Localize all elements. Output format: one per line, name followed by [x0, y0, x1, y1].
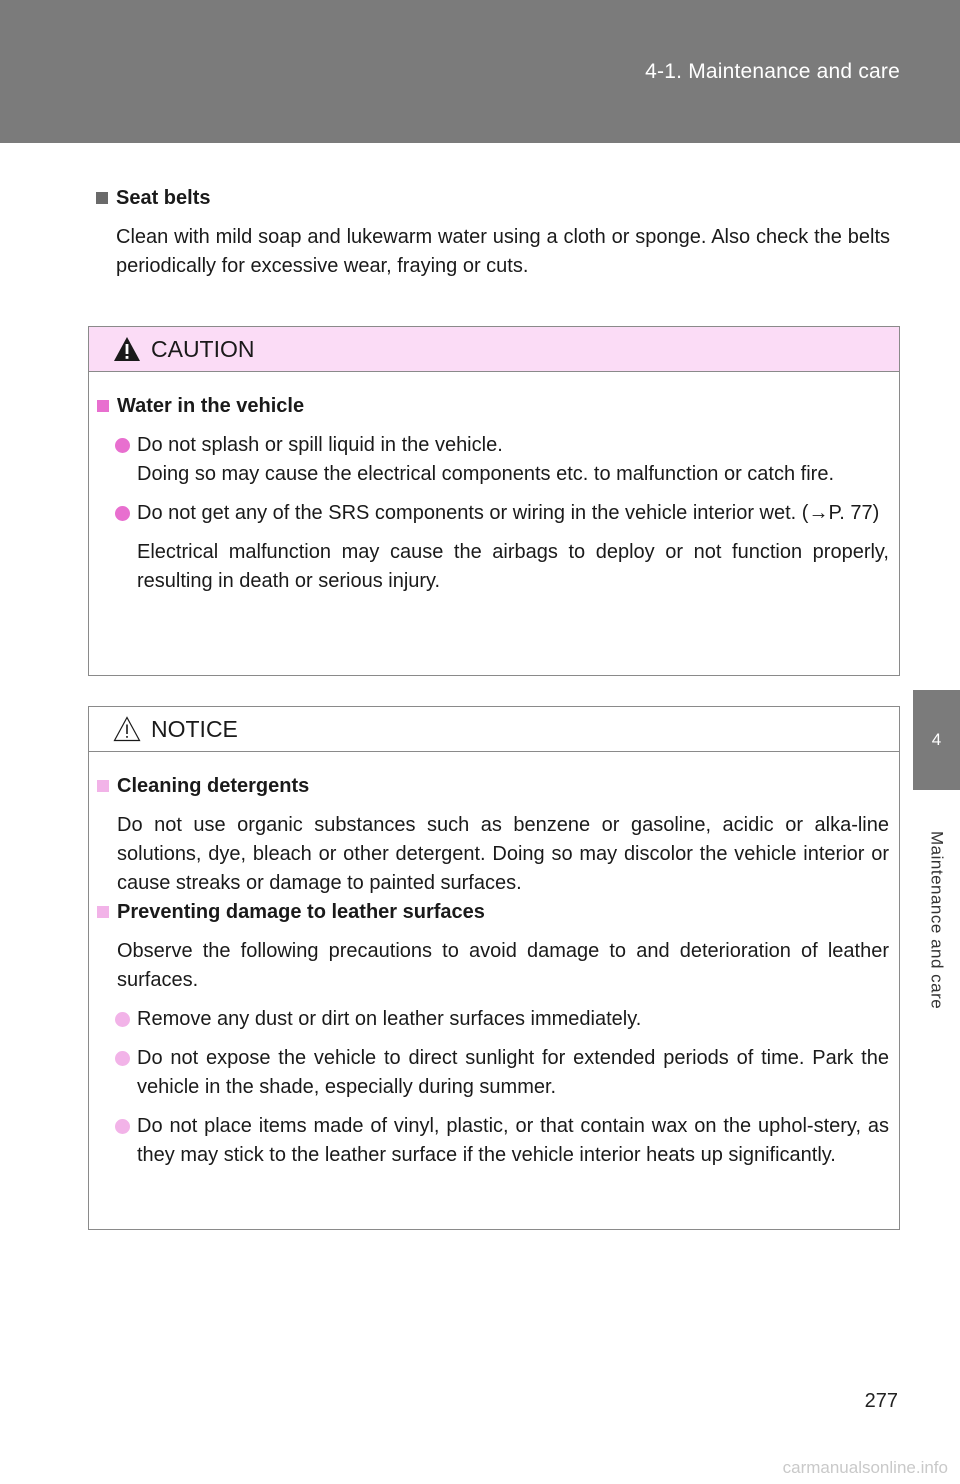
detergents-heading-text: Cleaning detergents [117, 775, 310, 797]
leather-body: Observe the following precautions to avoid damage to and deterioration of leather surfaces. [117, 940, 889, 991]
seat-belts-heading-text: Seat belts [116, 187, 211, 209]
seat-belts-section [96, 184, 890, 281]
header-bar [0, 0, 960, 143]
notice-label: NOTICE [151, 716, 238, 742]
leather-bullet-1-text: Remove any dust or dirt on leather surfaces immediately. [137, 1008, 642, 1030]
caution-bullet-2-text: Do not get any of the SRS components or wiring in the vehicle interior wet. (→P. 77) [137, 502, 880, 524]
square-bullet-icon [97, 906, 109, 918]
circle-bullet-icon [115, 506, 130, 521]
water-heading [97, 392, 889, 421]
warning-triangle-icon [113, 336, 141, 362]
leather-bullet-3-text: Do not place items made of vinyl, plastic, or that contain wax on the uphol-stery, as they may stick to the leather surface if the vehicle interior heats up significantly. [137, 1115, 889, 1166]
leather-bullet-1 [97, 1005, 889, 1034]
notice-header [89, 707, 899, 752]
caution-body [89, 372, 899, 616]
notice-body [89, 752, 899, 1190]
caution-label: CAUTION [151, 336, 255, 362]
caution-bullet-1 [97, 431, 889, 489]
caution-header [89, 327, 899, 372]
chapter-tab-number: 4 [913, 690, 960, 790]
square-bullet-icon [97, 780, 109, 792]
page-number: 277 [864, 1390, 898, 1412]
caution-bullet-1-text: Do not splash or spill liquid in the vehicle. [137, 434, 503, 456]
detergents-heading [97, 772, 889, 801]
water-heading-text: Water in the vehicle [117, 395, 305, 417]
leather-bullet-3 [97, 1112, 889, 1170]
leather-heading [97, 898, 889, 927]
circle-bullet-icon [115, 1119, 130, 1134]
circle-bullet-icon [115, 1012, 130, 1027]
caution-bullet-2-detail: Electrical malfunction may cause the airbags to deploy or not function properly, resulting in death or serious injury. [137, 541, 889, 592]
caution-bullet-2 [97, 499, 889, 528]
watermark: carmanualsonline.info [782, 1458, 948, 1477]
caution-box [88, 326, 900, 676]
notice-box [88, 706, 900, 1230]
detergents-body: Do not use organic substances such as benzene or gasoline, acidic or alka-line solutions, dye, bleach or other detergent. Doing so may discolor the vehicle interior or cause streaks or damage to painted surfaces. [117, 814, 889, 894]
leather-heading-text: Preventing damage to leather surfaces [117, 901, 485, 923]
circle-bullet-icon [115, 1051, 130, 1066]
caution-bullet-1-detail: Doing so may cause the electrical components etc. to malfunction or catch fire. [137, 463, 835, 485]
chapter-tab-text: Maintenance and care [927, 830, 947, 1010]
seat-belts-heading [96, 184, 890, 213]
leather-bullet-2-text: Do not expose the vehicle to direct sunlight for extended periods of time. Park the vehicle in the shade, especially during summer. [137, 1047, 889, 1098]
leather-bullet-2 [97, 1044, 889, 1102]
notice-triangle-icon [113, 716, 141, 742]
section-title: 4-1. Maintenance and care [645, 60, 900, 83]
seat-belts-body: Clean with mild soap and lukewarm water using a cloth or sponge. Also check the belts periodically for excessive wear, fraying or cuts. [116, 226, 890, 277]
chapter-tab-label [913, 790, 960, 1050]
circle-bullet-icon [115, 438, 130, 453]
square-bullet-icon [96, 192, 108, 204]
square-bullet-icon [97, 400, 109, 412]
